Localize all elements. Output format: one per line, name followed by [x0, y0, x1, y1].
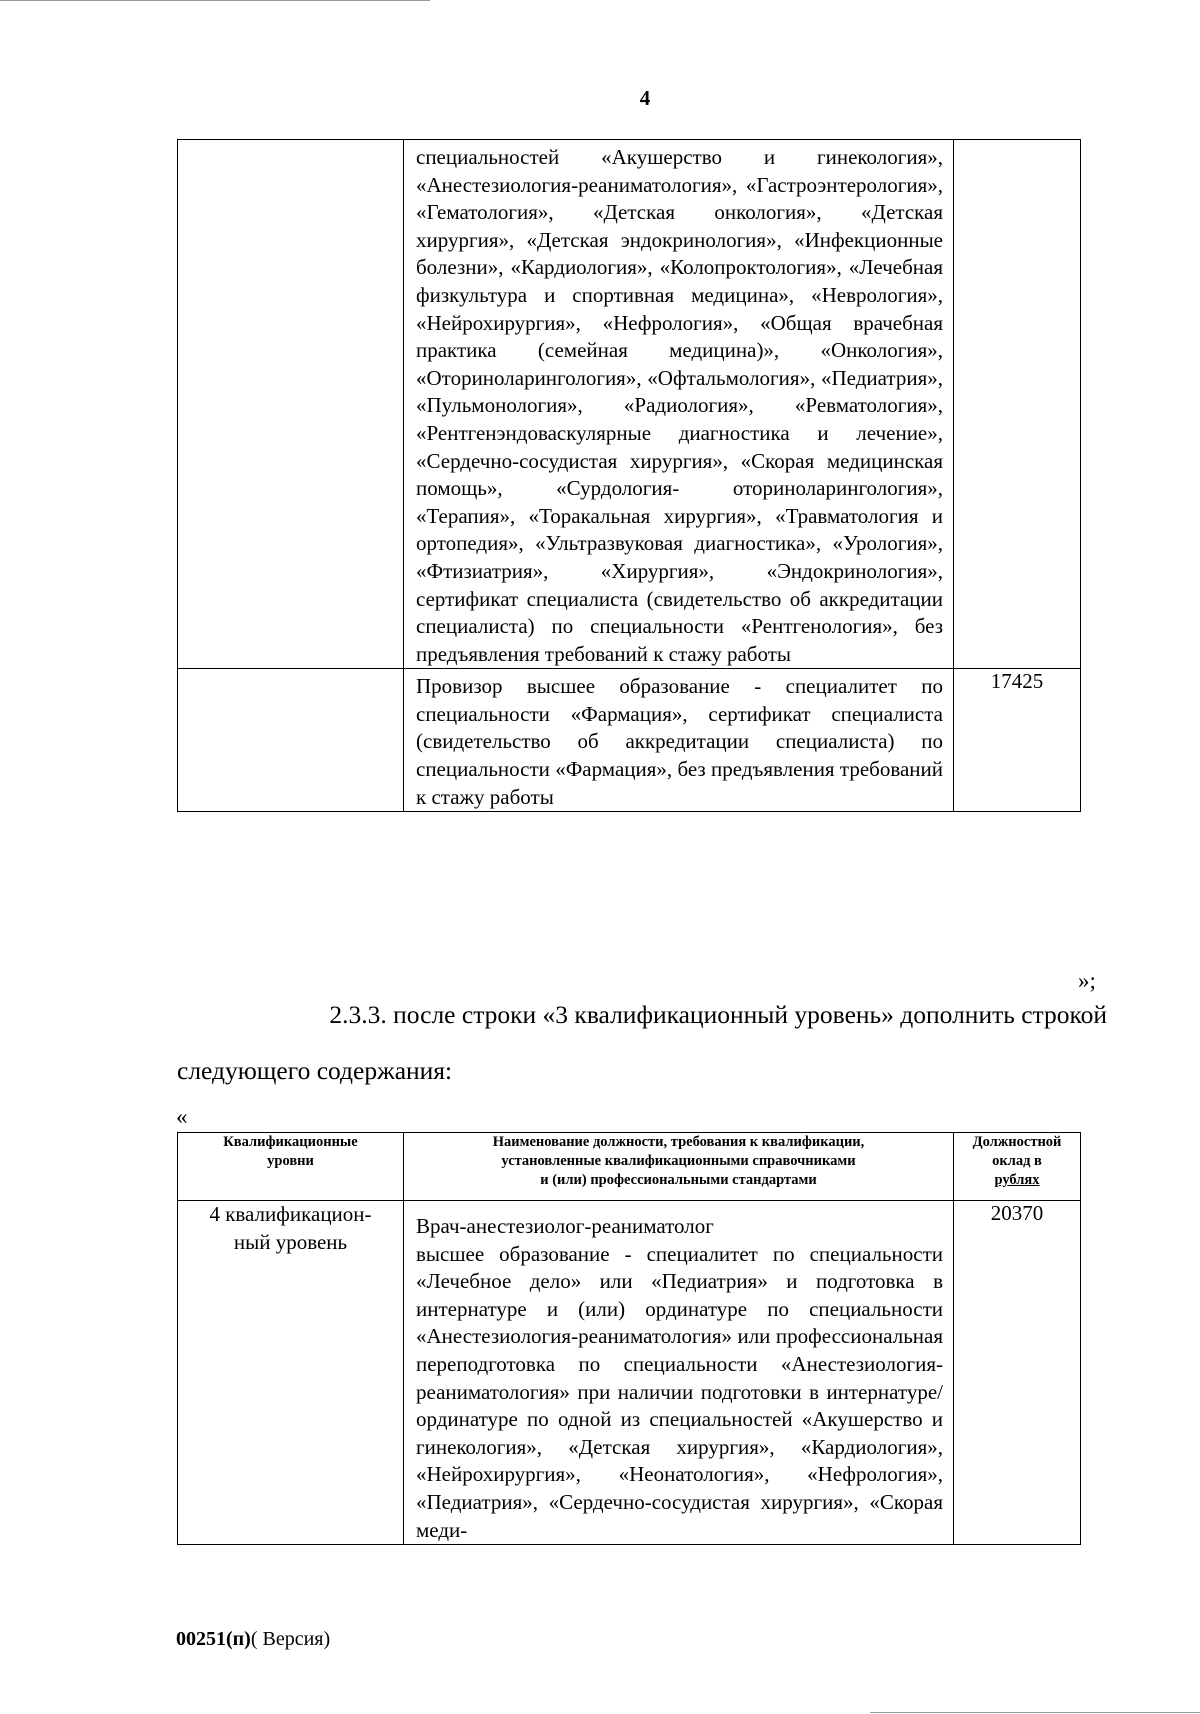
amendment-paragraph-continuation: следующего содержания: — [177, 1056, 453, 1085]
qualification-level-cell — [178, 140, 404, 669]
requirements-text: Провизор высшее образование - специалитет по специальности «Фармация», сертификат специалиста (свидетельство об аккредитации специалиста) по специальности «Фармация», без предъявления требований к стажу работы — [416, 674, 943, 809]
top-edge-line — [0, 0, 430, 1]
table-row — [178, 1201, 1081, 1545]
requirements-cell — [404, 1201, 954, 1545]
requirements-text: Врач-анестезиолог-реаниматолог высшее образование - специалитет по специальноcти «Лечебное дело» или «Педиатрия» и подготовка в интернатуре и (или) ординатуре по специальности «Анестезиология-реаниматология» или профессиональная переподготовка по специальности «Анестезиология-реаниматология» при наличии подготовки в интернатуре/ординатуре по одной из специальностей «Акушерство и гинекология», «Детская хирургия», «Кардиология», «Нейрохирургия», «Неонатология», «Нефрология», «Педиатрия», «Сердечно-сосудистая хирургия», «Скорая меди- — [416, 1214, 943, 1542]
document-footer-code: 00251(п)( Версия) — [176, 1628, 331, 1650]
header-salary: Должностной оклад в рублях — [954, 1133, 1081, 1201]
amendment-paragraph: 2.3.3. после строки «3 квалификационный уровень» дополнить строкой — [329, 1000, 1107, 1029]
table-row — [178, 669, 1081, 812]
qualification-level-cell — [178, 669, 404, 812]
header-qualification-levels: Квалификационные уровни — [178, 1133, 404, 1201]
requirements-cell — [404, 140, 954, 669]
table-row — [178, 140, 1081, 669]
salary-table-continued — [177, 139, 1081, 812]
salary-cell: 20370 — [954, 1201, 1081, 1545]
salary-table-new-row — [177, 1132, 1081, 1545]
qualification-level-cell: 4 квалификацион- ный уровень — [178, 1201, 404, 1545]
opening-quote: « — [176, 1104, 188, 1129]
page-number: 4 — [639, 86, 651, 110]
bottom-edge-line — [870, 1712, 1200, 1713]
closing-quote: »; — [1078, 968, 1096, 993]
table-header-row — [178, 1133, 1081, 1201]
salary-cell — [954, 140, 1081, 669]
salary-cell: 17425 — [954, 669, 1081, 812]
requirements-cell — [404, 669, 954, 812]
requirements-text: специальностей «Акушерство и гинекология», «Анестезиология-реаниматология», «Гастроэнтерология», «Гематология», «Детская онкология», «Детская хирургия», «Детская эндокринология», «Инфекционные болезни», «Кардиология», «Колопроктология», «Лечебная физкультура и спортивная медицина», «Неврология», «Нейрохирургия», «Нефрология», «Общая врачебная практика (семейная медицина)», «Онкология», «Оториноларингология», «Офтальмология», «Педиатрия», «Пульмонология», «Радиология», «Ревматология», «Рентгенэндоваскулярные диагностика и лечение», «Сердечно-сосудистая хирургия», «Скорая медицинская помощь», «Сурдология- оториноларингология», «Терапия», «Торакальная хирургия», «Травматология и ортопедия», «Ультразвуковая диагностика», «Урология», «Фтизиатрия», «Хирургия», «Эндокринология», сертификат специалиста (свидетельство об аккредитации специалиста) по специальности «Рентгенология», без предъявления требований к стажу работы — [416, 145, 944, 666]
header-position-requirements: Наименование должности, требования к квалификации, установленные квалификационными справочниками и (или) профессиональными стандартами — [404, 1133, 954, 1201]
